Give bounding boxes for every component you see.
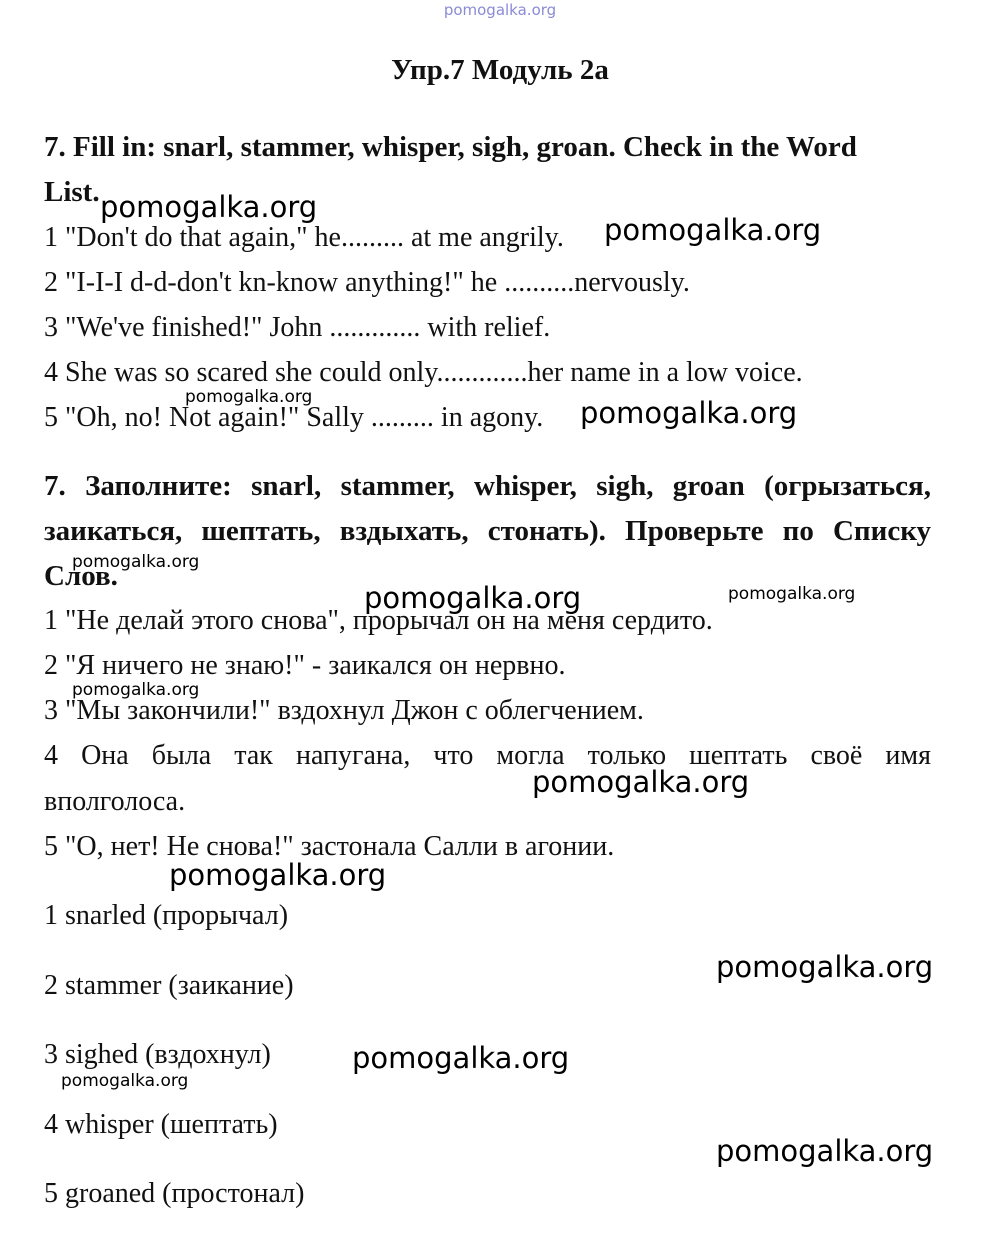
- english-sentence-3: 3 "We've finished!" John ............. with relief.: [44, 312, 551, 343]
- english-sentence-4: 4 She was so scared she could only.............her name in a low voice.: [44, 357, 803, 388]
- russian-heading-line2: заикаться, шептать, вздыхать, стонать). Проверьте по Списку: [44, 515, 931, 547]
- watermark: pomogalka.org: [352, 1041, 570, 1075]
- watermark: pomogalka.org: [580, 396, 798, 430]
- watermark: pomogalka.org: [532, 765, 750, 799]
- watermark: pomogalka.org: [169, 858, 387, 892]
- watermark: pomogalka.org: [61, 1071, 189, 1091]
- russian-sentence-2: 2 "Я ничего не знаю!" - заикался он нервно.: [44, 650, 566, 681]
- watermark: pomogalka.org: [185, 387, 313, 407]
- answer-4: 4 whisper (шептать): [44, 1109, 278, 1140]
- answer-5: 5 groaned (простонал): [44, 1178, 305, 1209]
- russian-heading-line3: Слов.: [44, 560, 118, 592]
- answer-2: 2 stammer (заикание): [44, 970, 294, 1001]
- english-heading-line2: List.: [44, 176, 100, 208]
- watermark: pomogalka.org: [364, 581, 582, 615]
- page-title: Упр.7 Модуль 2а: [391, 54, 609, 86]
- russian-sentence-5: 5 "О, нет! Не снова!" застонала Салли в агонии.: [44, 831, 615, 862]
- watermark: pomogalka.org: [716, 1134, 934, 1168]
- russian-sentence-3: 3 "Мы закончили!" вздохнул Джон с облегчением.: [44, 695, 644, 726]
- watermark: pomogalka.org: [72, 552, 200, 572]
- russian-sentence-4: 4 Она была так напугана, что могла только шептать своё имя: [44, 740, 931, 771]
- top-watermark: pomogalka.org: [443, 1, 557, 19]
- english-heading-line1: 7. Fill in: snarl, stammer, whisper, sigh, groan. Check in the Word: [44, 131, 857, 163]
- watermark: pomogalka.org: [72, 680, 200, 700]
- russian-sentence-1: 1 "Не делай этого снова", прорычал он на меня сердито.: [44, 605, 713, 636]
- russian-sentence-4-continued: вполголоса.: [44, 786, 186, 817]
- watermark: pomogalka.org: [100, 190, 318, 224]
- answer-3: 3 sighed (вздохнул): [44, 1039, 271, 1070]
- english-sentence-5: 5 "Oh, no! Not again!" Sally ......... in agony.: [44, 402, 544, 433]
- english-sentence-2: 2 "I-I-I d-d-don't kn-know anything!" he ..........nervously.: [44, 267, 690, 298]
- answer-1: 1 snarled (прорычал): [44, 900, 289, 931]
- watermark: pomogalka.org: [604, 213, 822, 247]
- watermark: pomogalka.org: [716, 950, 934, 984]
- watermark: pomogalka.org: [728, 584, 856, 604]
- russian-heading-line1: 7. Заполните: snarl, stammer, whisper, sigh, groan (огрызаться,: [44, 470, 931, 502]
- english-sentence-1: 1 "Don't do that again," he......... at me angrily.: [44, 222, 564, 253]
